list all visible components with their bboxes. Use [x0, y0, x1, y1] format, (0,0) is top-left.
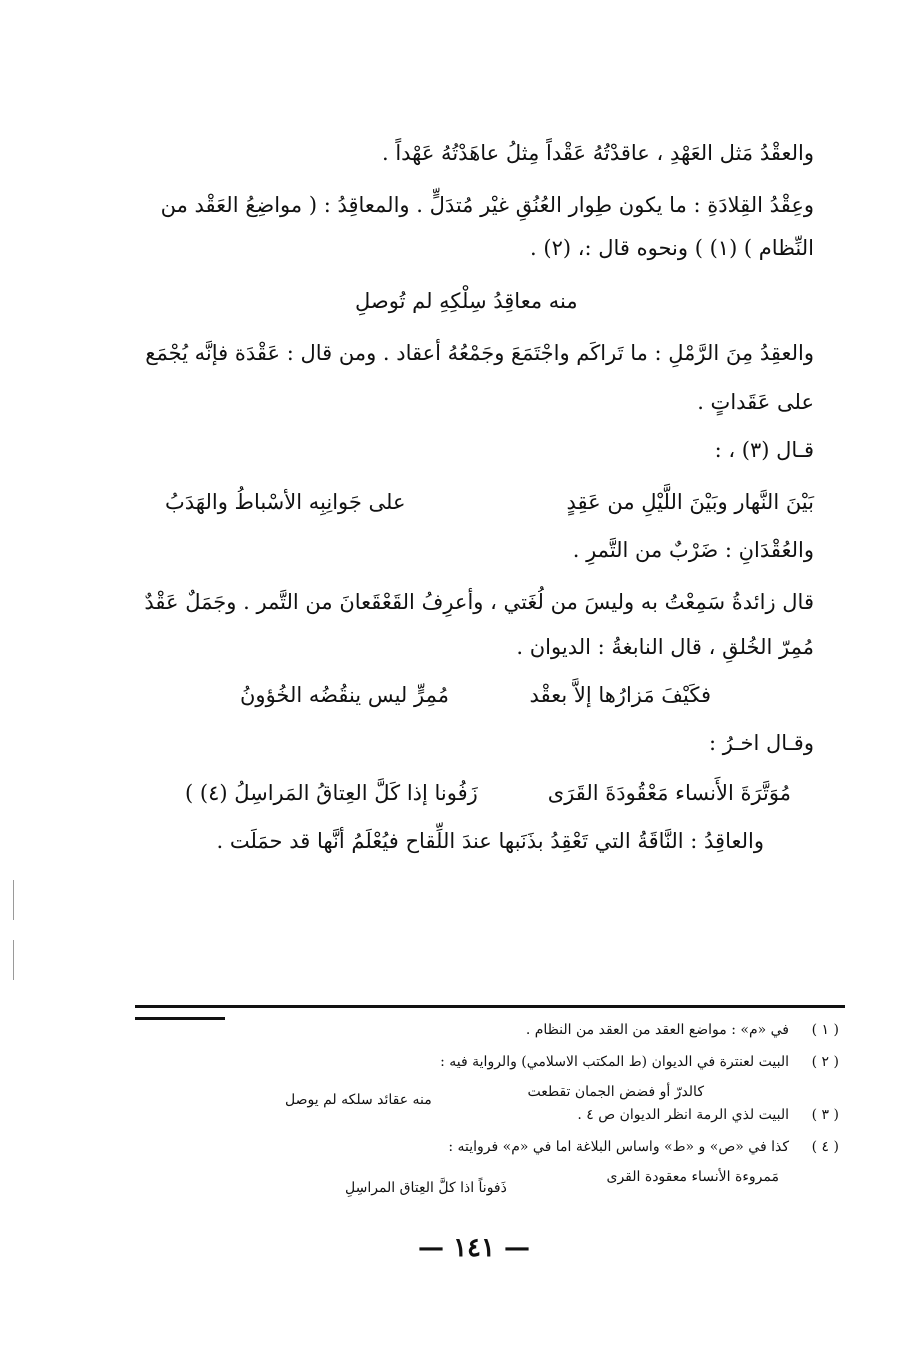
text-line-10: وقـال اخـرُ : [709, 731, 814, 755]
verse-2-left-hemistich: على جَوانِبِه الأسْباطُ والهَدَبُ [165, 490, 406, 514]
text-line-1: والعقْدُ مَثل العَهْدِ ، عاقدْتُهُ عَقْداً مِثلُ عاهَدْتُهُ عَهْداً . [381, 141, 814, 165]
verse-4-right-hemistich: مُوَتَّرَةَ الأَنساء مَعْقُودَةَ القَرَى [547, 781, 791, 805]
text-line-6: قـال (٣) ، : [714, 438, 814, 462]
text-line-4: والعقِدُ مِنَ الرَّمْلِ : ما تَراكَم واجْتَمَعَ وجَمْعُهُ أعقاد . ومن قال : عَقْدَة فإنَّه يُجْمَع [145, 341, 814, 365]
margin-mark [13, 940, 14, 980]
footnote-4-verse-left: ذَفوناً اذا كلَّ العِتاق المراسِلِ [345, 1180, 507, 1196]
verse-4-left-hemistich: زَفُونا إذا كَلَّ العِتاقُ المَراسِلُ (٤) ) [185, 781, 478, 805]
text-line-2: وعِقْدُ القِلادَةِ : ما يكون طِوار العُنُقِ غيْر مُتدَلٍّ . والمعاقِدُ : ( مواضِعُ العَقْد من [160, 193, 814, 217]
footnote-2-verse-right: كالدرّ أو فضض الجمان تقطعت [527, 1084, 704, 1100]
footnote-4: كذا في «ص» و «ط» واساس البلاغة اما في «م» فروايته : [448, 1139, 789, 1155]
text-line-5: على عَقَداتٍ . [697, 390, 814, 414]
footnote-number-3: ( ٣ ) [811, 1107, 839, 1123]
verse-3-right-hemistich: فكَيْفَ مَزارُها إلاَّ بعقْد [529, 683, 711, 707]
text-line-3: النِّظام ) (١) ) ونحوه قال :، (٢) . [530, 236, 814, 260]
margin-mark [13, 880, 14, 920]
text-line-7: والعُقْدَانِ : ضَرْبٌ من التَّمرِ . [572, 538, 814, 562]
footnote-1: في «م» : مواضع العقد من العقد من النظام . [525, 1022, 789, 1038]
footnote-number-1: ( ١ ) [811, 1022, 839, 1038]
verse-3-left-hemistich: مُمِرٍّ ليس ينقُضُه الخُؤونُ [240, 683, 449, 707]
footnote-2-verse-left: منه عقائد سلكه لم يوصل [285, 1092, 432, 1108]
text-line-11: والعاقِدُ : النَّاقَةُ التي تَعْقِدُ بذَنَبها عندَ اللِّقاح فيُعْلَمُ أنَّها قد حمَلَت . [216, 829, 764, 853]
text-line-9: مُمِرّ الخُلقِ ، قال النابغةُ : الديوان . [516, 635, 814, 659]
footnote-separator-short [135, 1017, 225, 1020]
footnote-3: البيت لذي الرمة انظر الديوان ص ٤ . [577, 1107, 789, 1123]
footnote-4-verse-right: مَمروءة الأنساء معقودة القرى [606, 1169, 779, 1185]
footnote-number-2: ( ٢ ) [811, 1054, 839, 1070]
text-line-8: قال زائدةُ سَمِعْتُ به وليسَ من لُغَتي ، وأعرِفُ القَعْقَعانَ من التَّمر . وجَمَلٌ عَقْدٌ [144, 590, 814, 614]
verse-1: منه معاقِدُ سِلْكِهِ لم تُوصلِ [355, 289, 578, 313]
footnote-2: البيت لعنترة في الديوان (ط المكتب الاسلامي) والرواية فيه : [440, 1054, 789, 1070]
footnote-separator [135, 1005, 845, 1008]
page-number: — ١٤١ — [418, 1233, 531, 1263]
verse-2-right-hemistich: بَيْنَ النَّهار وبَيْنَ اللَّيْلِ من عَقِدٍ [566, 490, 814, 514]
footnote-number-4: ( ٤ ) [811, 1139, 839, 1155]
